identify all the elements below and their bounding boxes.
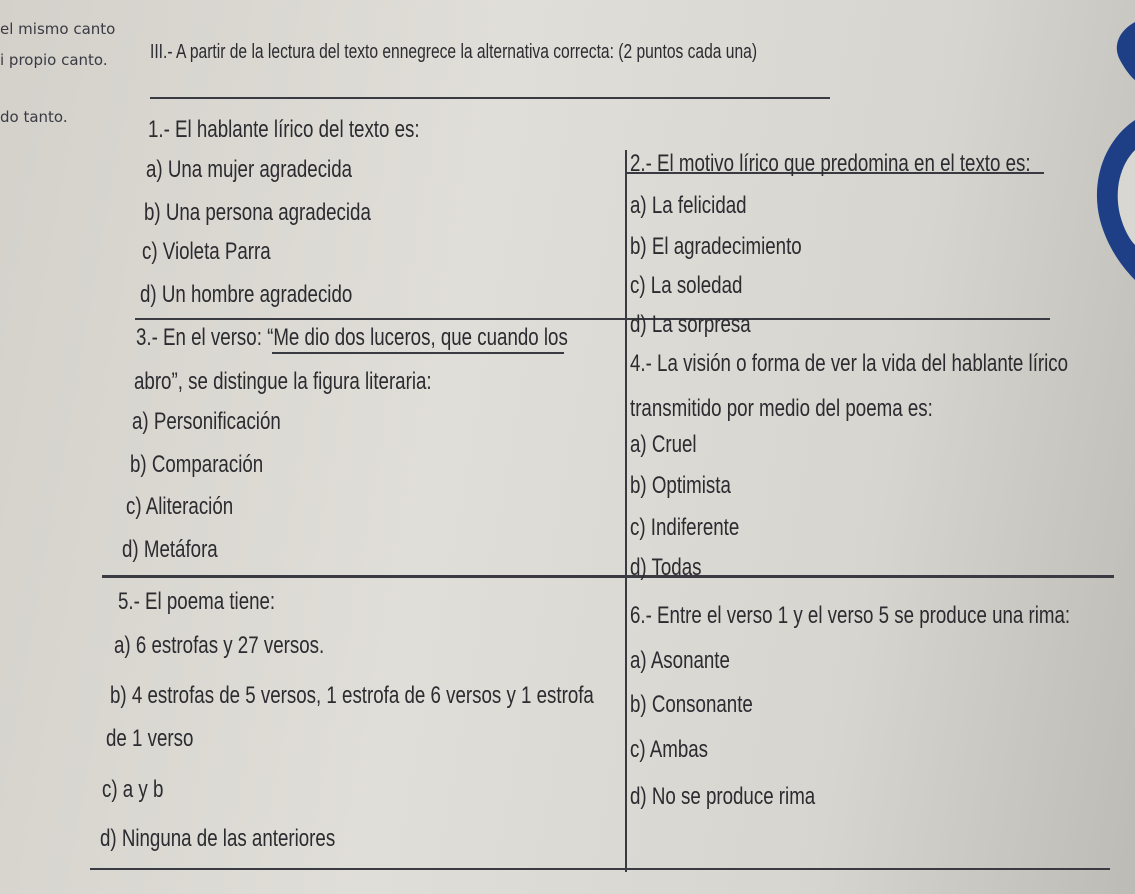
margin-note-3: do tanto. — [0, 108, 68, 126]
question-4-option-d[interactable]: d) Todas — [630, 554, 702, 581]
section-header: III.- A partir de la lectura del texto ennegrece la alternativa correcta: (2 puntos cada una) — [150, 41, 758, 63]
question-3-option-a[interactable]: a) Personificación — [132, 408, 281, 435]
question-4-option-a[interactable]: a) Cruel — [630, 431, 697, 458]
question-5-option-a[interactable]: a) 6 estrofas y 27 versos. — [114, 632, 325, 659]
question-2-option-c[interactable]: c) La soledad — [630, 272, 743, 299]
question-6-prompt: 6.- Entre el verso 1 y el verso 5 se produce una rima: — [630, 602, 1071, 629]
table-top-rule — [150, 97, 830, 99]
question-2-option-d[interactable]: d) La sorpresa — [630, 311, 751, 338]
table-column-divider — [625, 150, 627, 872]
question-4-option-c[interactable]: c) Indiferente — [630, 514, 740, 541]
margin-note-2: i propio canto. — [0, 51, 108, 69]
question-6-option-d[interactable]: d) No se produce rima — [630, 783, 816, 810]
question-3-option-b[interactable]: b) Comparación — [130, 451, 264, 478]
question-3-prompt-line2: abro”, se distingue la figura literaria: — [134, 368, 432, 395]
question-3-prompt-line1: 3.- En el verso: “Me dio dos luceros, que cuando los — [136, 324, 568, 351]
question-6-option-a[interactable]: a) Asonante — [630, 647, 730, 674]
page-edge-decoration — [1050, 0, 1135, 300]
question-1-option-a[interactable]: a) Una mujer agradecida — [146, 156, 353, 183]
question-3-option-c[interactable]: c) Aliteración — [126, 493, 234, 520]
question-1-option-d[interactable]: d) Un hombre agradecido — [140, 281, 353, 308]
question-5-option-c[interactable]: c) a y b — [102, 776, 164, 803]
question-4-prompt-line2: transmitido por medio del poema es: — [630, 395, 933, 422]
question-3-option-d[interactable]: d) Metáfora — [122, 536, 218, 563]
quoted-verse-underline — [272, 352, 564, 354]
question-5-prompt: 5.- El poema tiene: — [118, 588, 276, 615]
question-6-option-b[interactable]: b) Consonante — [630, 691, 753, 718]
question-2-option-b[interactable]: b) El agradecimiento — [630, 233, 802, 260]
question-4-option-b[interactable]: b) Optimista — [630, 472, 731, 499]
question-6-option-c[interactable]: c) Ambas — [630, 736, 709, 763]
margin-note-1: el mismo canto — [0, 20, 116, 38]
question-5-option-b[interactable]: b) 4 estrofas de 5 versos, 1 estrofa de 6 versos y 1 estrofa — [110, 682, 594, 709]
question-2-option-a[interactable]: a) La felicidad — [630, 192, 747, 219]
question-5-option-d[interactable]: d) Ninguna de las anteriores — [100, 825, 336, 852]
question-1-prompt: 1.- El hablante lírico del texto es: — [148, 116, 420, 143]
table-bottom-rule — [90, 868, 1110, 870]
row-rule-2 — [102, 575, 1114, 578]
question-1-option-b[interactable]: b) Una persona agradecida — [144, 199, 371, 226]
question-2-prompt: 2.- El motivo lírico que predomina en el texto es: — [630, 150, 1031, 177]
question-5-option-b-cont: de 1 verso — [106, 725, 194, 752]
question-1-option-c[interactable]: c) Violeta Parra — [142, 238, 271, 265]
question-4-prompt-line1: 4.- La visión o forma de ver la vida del hablante lírico — [630, 350, 1069, 377]
row-rule-1 — [135, 318, 1050, 320]
